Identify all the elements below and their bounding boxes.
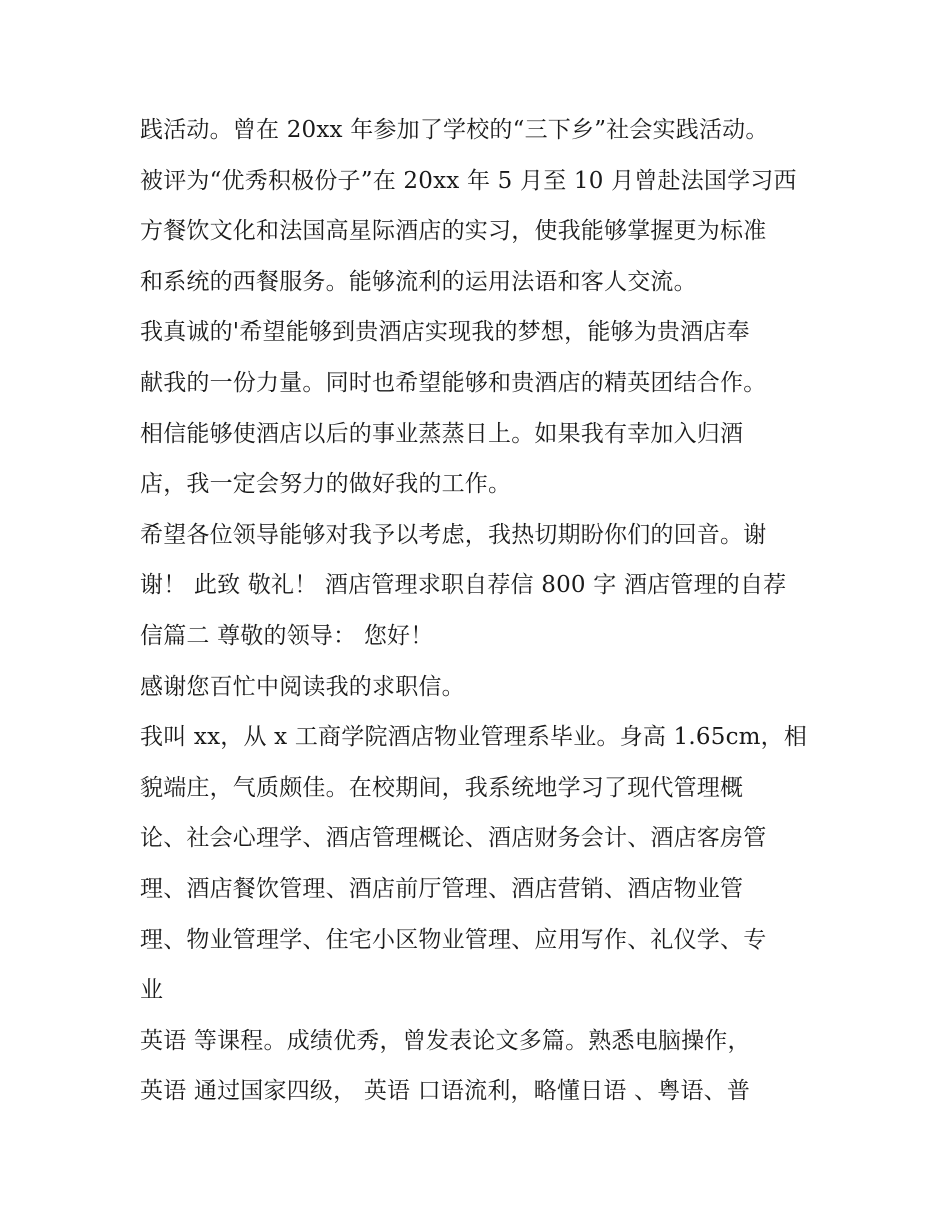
text-line: 践活动。曾在 20xx 年参加了学校的“三下乡”社会实践活动。 xyxy=(140,117,769,143)
text-line: 方餐饮文化和法国高星际酒店的实习，使我能够掌握更为标准 xyxy=(140,218,767,245)
document-body xyxy=(140,105,820,1117)
text-line: 我真诚的'希望能够到贵酒店实现我的梦想，能够为贵酒店奉 xyxy=(140,319,750,346)
text-line: 我叫 xx，从 x 工商学院酒店物业管理系毕业。身高 1.65cm，相 xyxy=(140,724,808,751)
text-line: 相信能够使酒店以后的事业蒸蒸日上。如果我有幸加入归酒 xyxy=(140,420,744,447)
text-line: 感谢您百忙中阅读我的求职信。 xyxy=(140,673,465,700)
text-line: 店，我一定会努力的做好我的工作。 xyxy=(140,471,512,498)
text-line: 希望各位领导能够对我予以考虑，我热切期盼你们的回音。谢 xyxy=(140,521,767,548)
text-line: 英语 等课程。成绩优秀，曾发表论文多篇。熟悉电脑操作， xyxy=(140,1027,751,1054)
text-line: 理、物业管理学、住宅小区物业管理、应用写作、礼仪学、专 xyxy=(140,926,767,953)
text-line: 业 xyxy=(140,977,164,1004)
text-line: 论、社会心理学、酒店管理概论、酒店财务会计、酒店客房管 xyxy=(140,825,767,852)
text-line: 谢！ 此致 敬礼！ 酒店管理求职自荐信 800 字 酒店管理的自荐 xyxy=(140,572,787,599)
text-line: 信篇二 尊敬的领导： 您好！ xyxy=(140,622,434,649)
text-line: 被评为“优秀积极份子”在 20xx 年 5 月至 10 月曾赴法国学习西 xyxy=(140,167,797,194)
text-line: 英语 通过国家四级， 英语 口语流利，略懂日语 、粤语、普 xyxy=(140,1078,751,1105)
text-line: 和系统的西餐服务。能够流利的运用法语和客人交流。 xyxy=(140,268,697,295)
text-line: 理、酒店餐饮管理、酒店前厅管理、酒店营销、酒店物业管 xyxy=(140,875,744,902)
text-line: 貌端庄，气质颇佳。在校期间，我系统地学习了现代管理概 xyxy=(140,774,744,801)
text-line: 献我的一份力量。同时也希望能够和贵酒店的精英团结合作。 xyxy=(140,369,767,396)
